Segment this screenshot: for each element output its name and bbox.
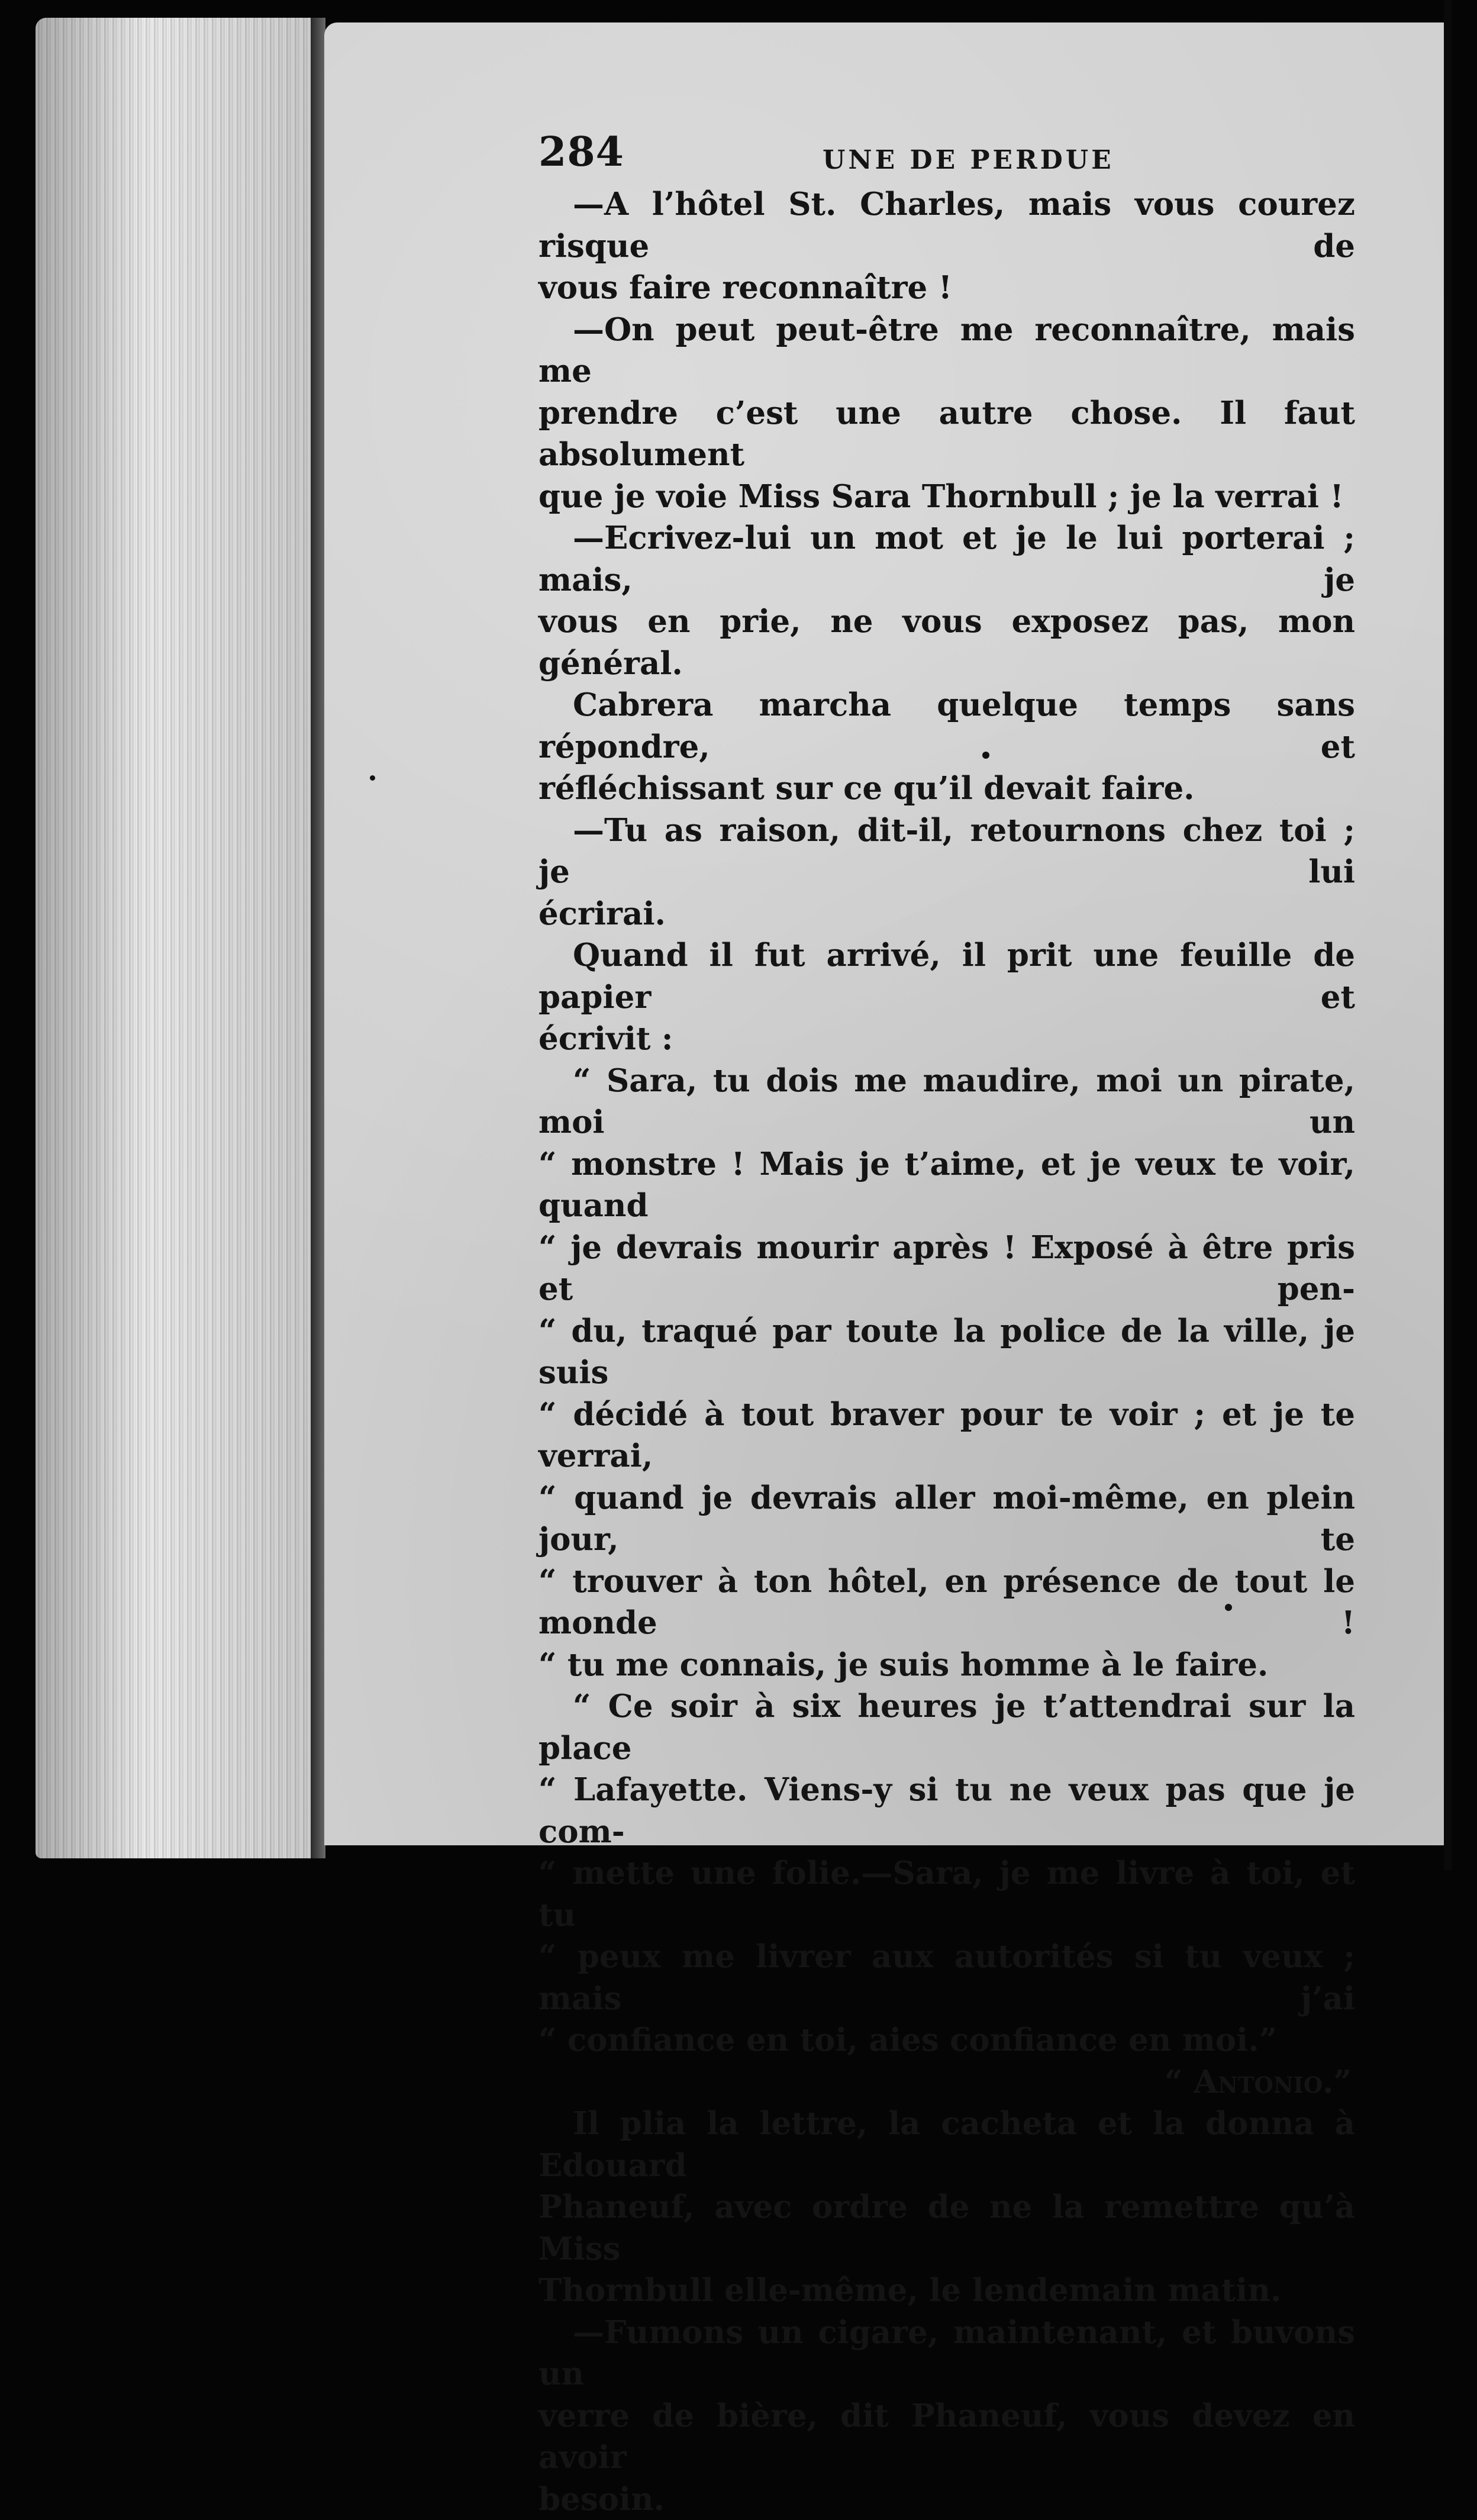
- text-line: “ confiance en toi, aies confiance en moi.”: [538, 2019, 1355, 2061]
- letter-signature: “ Antonio.”: [538, 2061, 1355, 2103]
- letter-paragraph: [538, 1060, 1355, 1686]
- paragraph: [538, 934, 1355, 1060]
- text-line: “ Sara, tu dois me maudire, moi un pirate, moi un: [538, 1060, 1355, 1143]
- text-line: écrirai.: [538, 893, 1355, 935]
- text-line: verre de bière, dit Phaneuf, vous devez en avoir: [538, 2395, 1355, 2479]
- book-gutter: [311, 18, 325, 1858]
- paragraph: [538, 309, 1355, 518]
- letter-paragraph: [538, 1686, 1355, 2061]
- text-line: —Tu as raison, dit-il, retournons chez toi ; je lui: [538, 810, 1355, 893]
- text-line: Thornbull elle-même, le lendemain matin.: [538, 2270, 1355, 2312]
- page-content: [538, 131, 1355, 2520]
- ink-speck: [370, 775, 375, 781]
- paragraph: [538, 810, 1355, 935]
- paragraph: [538, 183, 1355, 309]
- paragraph: [538, 684, 1355, 810]
- paragraph: [538, 2312, 1355, 2520]
- scan-border: [1444, 0, 1452, 1870]
- text-line: “ Lafayette. Viens-y si tu ne veux pas que je com-: [538, 1769, 1355, 1852]
- text-line: “ peux me livrer aux autorités si tu veux ; mais j’ai: [538, 1936, 1355, 2019]
- text-line: “ trouver à ton hôtel, en présence de tout le monde !: [538, 1561, 1355, 1644]
- paragraph: [538, 2103, 1355, 2312]
- running-title: UNE DE PERDUE: [823, 140, 1114, 182]
- page-number: 284: [538, 131, 624, 173]
- book-edge-shading: [36, 18, 314, 1858]
- text-line: “ du, traqué par toute la police de la ville, je suis: [538, 1310, 1355, 1394]
- text-line: “ je devrais mourir après ! Exposé à être pris et pen-: [538, 1227, 1355, 1310]
- text-line: vous en prie, ne vous exposez pas, mon général.: [538, 601, 1355, 684]
- text-line: “ mette une folie.—Sara, je me livre à toi, et tu: [538, 1852, 1355, 1936]
- text-line: —Fumons un cigare, maintenant, et buvons un: [538, 2312, 1355, 2395]
- text-line: Phaneuf, avec ordre de ne la remettre qu’à Miss: [538, 2186, 1355, 2270]
- text-line: “ quand je devrais aller moi-même, en plein jour, te: [538, 1477, 1355, 1561]
- page-header: [538, 131, 1355, 183]
- text-line: Il plia la lettre, la cacheta et la donna à Edouard: [538, 2103, 1355, 2186]
- text-line: —Ecrivez-lui un mot et je le lui porterai ; mais, je: [538, 517, 1355, 601]
- text-line: réfléchissant sur ce qu’il devait faire.: [538, 768, 1355, 810]
- text-line: —A l’hôtel St. Charles, mais vous courez risque de: [538, 183, 1355, 267]
- text-line: “ Ce soir à six heures je t’attendrai sur la place: [538, 1686, 1355, 1769]
- text-line: “ tu me connais, je suis homme à le faire.: [538, 1644, 1355, 1686]
- paragraph: [538, 517, 1355, 684]
- text-line: “ décidé à tout braver pour te voir ; et je te verrai,: [538, 1394, 1355, 1477]
- text-line: que je voie Miss Sara Thornbull ; je la verrai !: [538, 476, 1355, 518]
- text-line: —On peut peut-être me reconnaître, mais me: [538, 309, 1355, 392]
- text-line: prendre c’est une autre chose. Il faut absolument: [538, 392, 1355, 476]
- text-line: vous faire reconnaître !: [538, 267, 1355, 309]
- text-line: Quand il fut arrivé, il prit une feuille de papier et: [538, 934, 1355, 1018]
- text-line: Cabrera marcha quelque temps sans répondre, et: [538, 684, 1355, 768]
- text-line: “ monstre ! Mais je t’aime, et je veux te voir, quand: [538, 1143, 1355, 1227]
- text-line: besoin.: [538, 2479, 1355, 2520]
- text-line: écrivit :: [538, 1018, 1355, 1060]
